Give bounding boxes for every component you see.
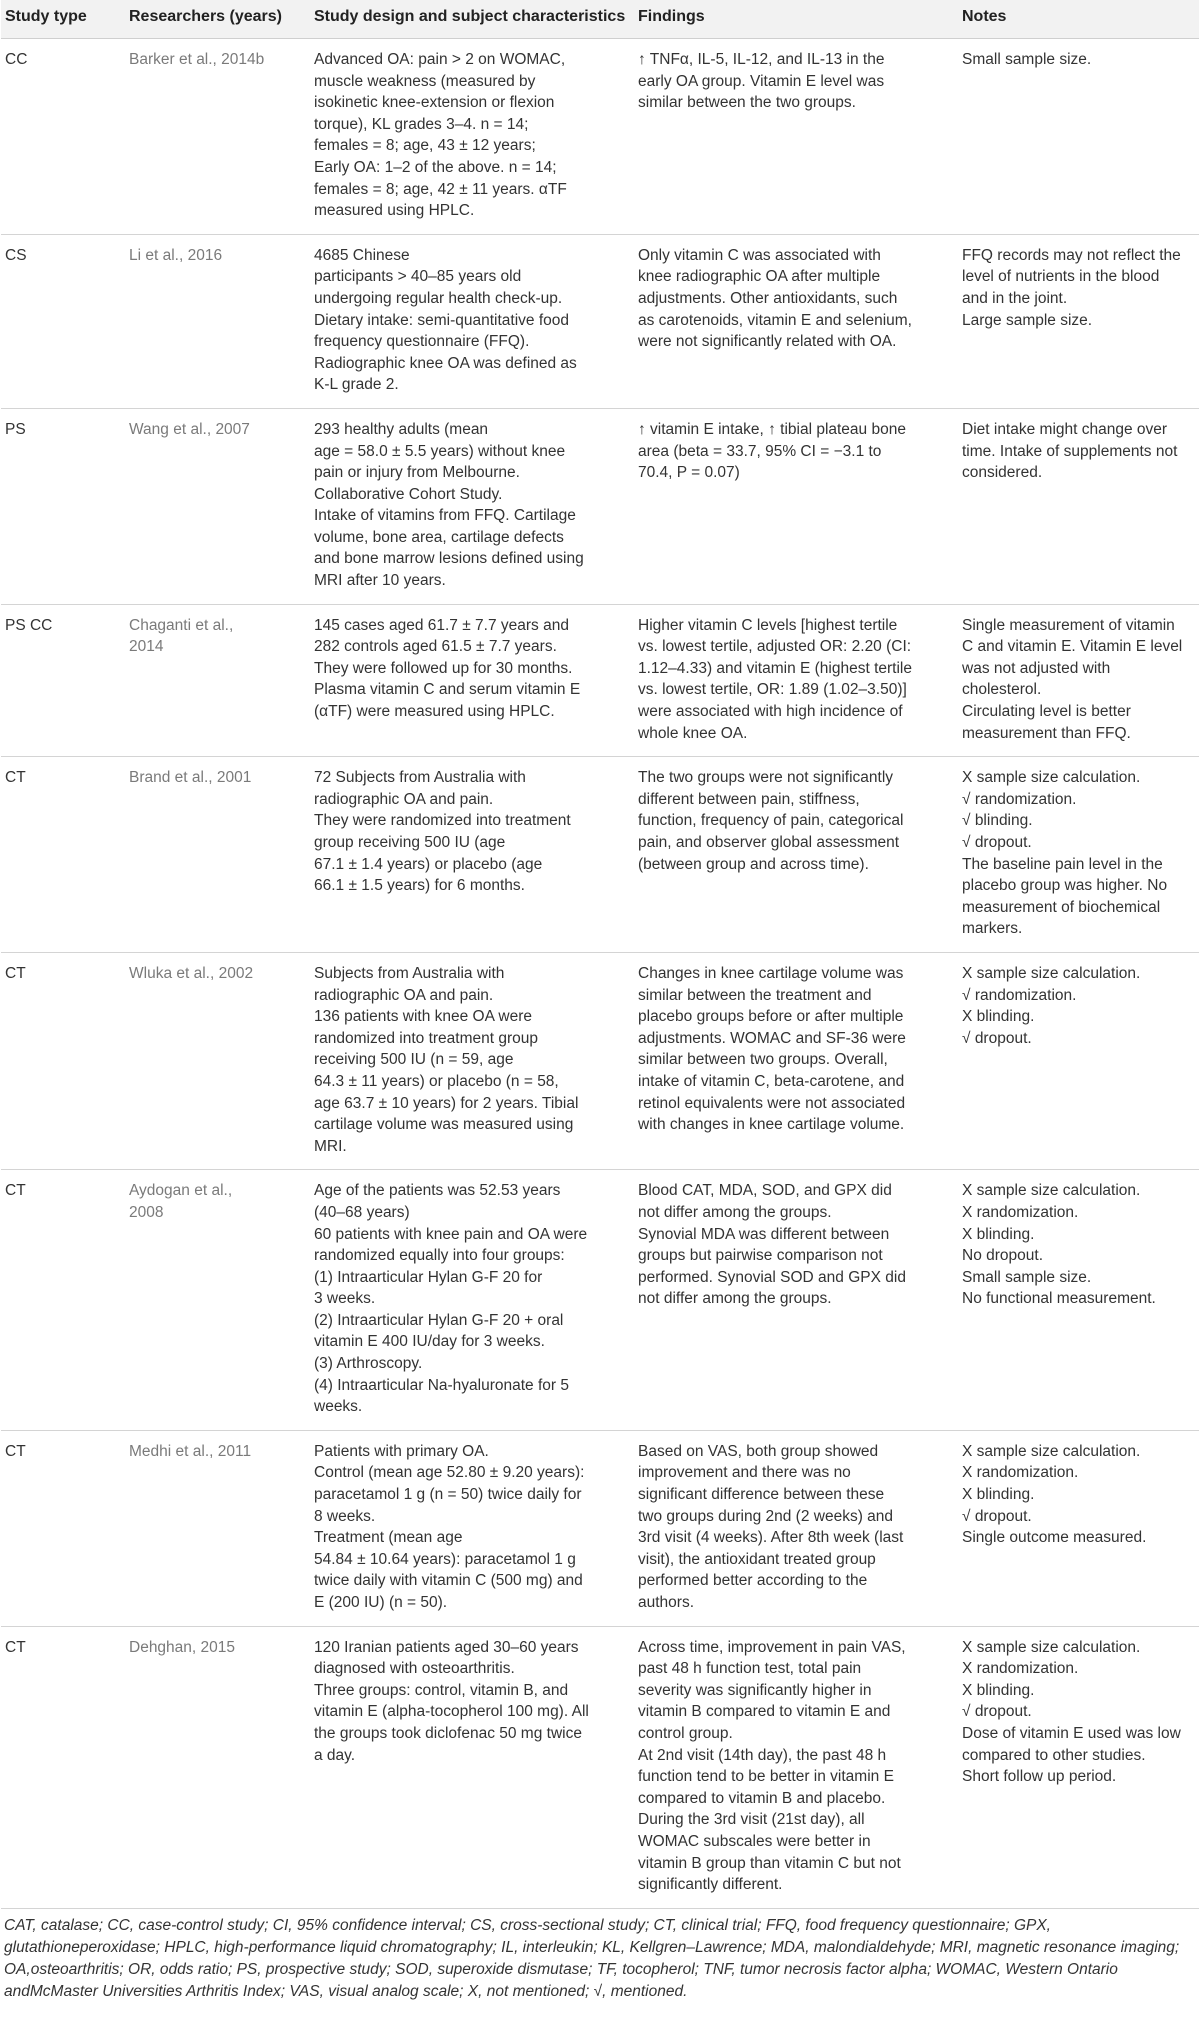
study-design-line: vitamin E 400 IU/day for 3 weeks. xyxy=(314,1333,545,1351)
header-label: Researchers (years) xyxy=(129,8,282,25)
researchers-text: Dehghan, 2015 xyxy=(129,1638,236,1656)
table-row xyxy=(1,1170,1199,1431)
study-design-line: They were followed up for 30 months. xyxy=(314,659,573,677)
notes-line: No functional measurement. xyxy=(962,1290,1156,1308)
findings-line: Blood CAT, MDA, SOD, and GPX did xyxy=(638,1182,892,1200)
notes-cell xyxy=(958,952,1199,1169)
study-design-line: 8 weeks. xyxy=(314,1507,376,1525)
findings-line: with changes in knee cartilage volume. xyxy=(638,1116,905,1134)
study-design-line: (2) Intraarticular Hylan G-F 20 + oral xyxy=(314,1311,564,1329)
study-design-line: twice daily with vitamin C (500 mg) and xyxy=(314,1572,583,1590)
study-design-cell xyxy=(310,1170,634,1431)
study-design-cell xyxy=(310,952,634,1169)
researchers-cell xyxy=(125,604,310,757)
notes-line: X sample size calculation. xyxy=(962,1182,1141,1200)
table-header xyxy=(1,0,1199,39)
study-design-line: (1) Intraarticular Hylan G-F 20 for xyxy=(314,1268,543,1286)
findings-line: knee radiographic OA after multiple xyxy=(638,268,881,286)
notes-line: placebo group was higher. No xyxy=(962,877,1168,895)
study-design-line: 60 patients with knee pain and OA were xyxy=(314,1225,588,1243)
notes-line: X randomization. xyxy=(962,1464,1079,1482)
study-type-text: CC xyxy=(5,51,28,68)
study-design-line: diagnosed with osteoarthritis. xyxy=(314,1660,515,1678)
findings-line: groups but pairwise comparison not xyxy=(638,1247,883,1265)
findings-line: early OA group. Vitamin E level was xyxy=(638,72,885,90)
findings-line: not differ among the groups. xyxy=(638,1290,832,1308)
findings-cell xyxy=(634,39,958,235)
header-study-type xyxy=(1,0,125,39)
table-row xyxy=(1,1430,1199,1626)
study-design-line: Dietary intake: semi-quantitative food xyxy=(314,311,570,329)
findings-line: Only vitamin C was associated with xyxy=(638,246,881,264)
findings-cell xyxy=(634,408,958,604)
findings-line: pain, and observer global assessment xyxy=(638,834,900,851)
study-design-line: vitamin E (alpha-tocopherol 100 mg). All xyxy=(314,1703,589,1721)
notes-line: √ blinding. xyxy=(962,812,1033,830)
study-design-line: age = 58.0 ± 5.5 years) without knee xyxy=(314,442,566,460)
notes-cell xyxy=(958,604,1199,757)
study-design-line: females = 8; age, 43 ± 12 years; xyxy=(314,137,536,155)
study-design-line: 293 healthy adults (mean xyxy=(314,420,489,438)
study-design-line: cartilage volume was measured using xyxy=(314,1116,574,1134)
study-type-text: PS CC xyxy=(5,616,53,634)
study-design-line: Advanced OA: pain > 2 on WOMAC, xyxy=(314,51,566,68)
findings-line: adjustments. WOMAC and SF-36 were xyxy=(638,1029,906,1047)
study-design-cell xyxy=(310,1626,634,1908)
notes-line: Small sample size. xyxy=(962,51,1092,68)
notes-line: √ dropout. xyxy=(962,834,1032,851)
header-notes xyxy=(958,0,1199,39)
study-type-cell xyxy=(1,1626,125,1908)
footnote-line: CAT, catalase; CC, case-control study; CI, 95% confidence interval; CS, cross-sectional study; CT, clinical trial; FFQ, food frequency questionnaire; GPX, glutathione xyxy=(4,1916,1051,1956)
findings-line: performed. Synovial SOD and GPX did xyxy=(638,1268,906,1286)
notes-line: Circulating level is better xyxy=(962,703,1131,721)
study-type-cell xyxy=(1,604,125,757)
notes-line: time. Intake of supplements not xyxy=(962,442,1178,460)
study-type-text: CT xyxy=(5,769,26,787)
findings-line: (between group and across time). xyxy=(638,855,869,873)
notes-line: measurement of biochemical xyxy=(962,898,1161,916)
study-design-line: torque), KL grades 3–4. n = 14; xyxy=(314,115,529,133)
findings-line: placebo groups before or after multiple xyxy=(638,1008,904,1026)
notes-line: The baseline pain level in the xyxy=(962,855,1163,873)
notes-line: X blinding. xyxy=(962,1225,1035,1243)
notes-line: C and vitamin E. Vitamin E level xyxy=(962,638,1183,656)
findings-cell xyxy=(634,952,958,1169)
study-design-cell xyxy=(310,408,634,604)
study-design-line: (40–68 years) xyxy=(314,1203,410,1221)
researchers-cell xyxy=(125,952,310,1169)
study-design-line: group receiving 500 IU (age xyxy=(314,834,506,851)
study-design-line: and bone marrow lesions defined using xyxy=(314,550,584,568)
study-design-line: a day. xyxy=(314,1746,356,1764)
study-design-line: 67.1 ± 1.4 years) or placebo (age xyxy=(314,855,543,873)
study-type-text: CT xyxy=(5,1442,26,1460)
findings-line: Changes in knee cartilage volume was xyxy=(638,964,904,982)
study-design-line: radiographic OA and pain. xyxy=(314,790,494,808)
study-design-line: Intake of vitamins from FFQ. Cartilage xyxy=(314,507,576,525)
study-type-text: CT xyxy=(5,1638,26,1656)
table-row xyxy=(1,234,1199,408)
notes-line: X randomization. xyxy=(962,1203,1079,1221)
study-design-cell xyxy=(310,604,634,757)
findings-line: vs. lowest tertile, OR: 1.89 (1.02–3.50)] xyxy=(638,681,907,699)
study-design-line: paracetamol 1 g (n = 50) twice daily for xyxy=(314,1486,582,1504)
findings-line: vitamin B group than vitamin C but not xyxy=(638,1854,901,1872)
notes-line: considered. xyxy=(962,464,1043,482)
study-design-cell xyxy=(310,1430,634,1626)
notes-line: X blinding. xyxy=(962,1681,1035,1699)
notes-cell xyxy=(958,1430,1199,1626)
header-row xyxy=(1,0,1199,39)
findings-line: significant difference between these xyxy=(638,1486,885,1504)
study-type-text: CS xyxy=(5,246,27,264)
findings-line: not differ among the groups. xyxy=(638,1203,832,1221)
study-design-line: K-L grade 2. xyxy=(314,376,399,394)
notes-line: X sample size calculation. xyxy=(962,769,1141,787)
table-footnote xyxy=(0,1909,1194,2003)
table-body xyxy=(1,39,1199,1909)
table-row xyxy=(1,757,1199,953)
study-design-line: Age of the patients was 52.53 years xyxy=(314,1182,561,1200)
header-label: Findings xyxy=(638,8,705,25)
studies-table xyxy=(1,0,1199,1909)
notes-cell xyxy=(958,234,1199,408)
footnote-line: osteoarthritis; OR, odds ratio; PS, prospective study; SOD, superoxide dismutase; TF, tocopherol; TNF, tumor necrosis factor alpha; WOMAC, Western Ontario and xyxy=(4,1960,1118,2000)
findings-line: function tend to be better in vitamin E xyxy=(638,1768,894,1786)
notes-line: Dose of vitamin E used was low xyxy=(962,1724,1181,1742)
study-design-cell xyxy=(310,757,634,953)
study-design-line: Treatment (mean age xyxy=(314,1529,463,1547)
findings-cell xyxy=(634,1626,958,1908)
researchers-cell xyxy=(125,39,310,235)
researchers-text: Medhi et al., 2011 xyxy=(129,1442,252,1460)
notes-line: √ dropout. xyxy=(962,1507,1032,1525)
findings-line: During the 3rd visit (21st day), all xyxy=(638,1811,865,1829)
notes-line: √ dropout. xyxy=(962,1029,1032,1047)
study-design-cell xyxy=(310,39,634,235)
header-study-design xyxy=(310,0,634,39)
researchers-text: Li et al., 2016 xyxy=(129,246,223,264)
findings-line: similar between the treatment and xyxy=(638,986,872,1004)
notes-line: √ dropout. xyxy=(962,1703,1032,1721)
notes-line: √ randomization. xyxy=(962,790,1077,808)
study-design-line: Three groups: control, vitamin B, and xyxy=(314,1681,569,1699)
study-design-line: 145 cases aged 61.7 ± 7.7 years and xyxy=(314,616,569,634)
findings-line: severity was significantly higher in xyxy=(638,1681,872,1699)
study-design-line: isokinetic knee-extension or flexion xyxy=(314,94,555,112)
findings-line: performed better according to the xyxy=(638,1572,868,1590)
study-type-text: PS xyxy=(5,420,26,438)
notes-cell xyxy=(958,757,1199,953)
study-design-line: MRI after 10 years. xyxy=(314,572,446,590)
study-design-line: randomized into treatment group xyxy=(314,1029,539,1047)
study-design-line: 120 Iranian patients aged 30–60 years xyxy=(314,1638,579,1656)
findings-line: vs. lowest tertile, adjusted OR: 2.20 (CI: xyxy=(638,638,912,656)
researchers-cell xyxy=(125,1626,310,1908)
findings-line: visit), the antioxidant treated group xyxy=(638,1550,876,1568)
notes-line: cholesterol. xyxy=(962,681,1042,699)
study-design-line: Radiographic knee OA was defined as xyxy=(314,354,577,372)
table-row xyxy=(1,604,1199,757)
study-design-line: undergoing regular health check-up. xyxy=(314,289,563,307)
study-type-cell xyxy=(1,39,125,235)
researchers-cell xyxy=(125,408,310,604)
findings-line: compared to vitamin B and placebo. xyxy=(638,1789,886,1807)
findings-line: were associated with high incidence of xyxy=(638,703,903,721)
notes-line: No dropout. xyxy=(962,1247,1043,1265)
findings-line: Based on VAS, both group showed xyxy=(638,1442,879,1460)
findings-line: The two groups were not significantly xyxy=(638,769,894,787)
findings-cell xyxy=(634,1170,958,1431)
table-row xyxy=(1,1626,1199,1908)
study-design-line: Subjects from Australia with xyxy=(314,964,505,982)
notes-line: Single measurement of vitamin xyxy=(962,616,1175,634)
notes-line: measurement than FFQ. xyxy=(962,724,1131,742)
notes-line: Single outcome measured. xyxy=(962,1529,1147,1547)
researchers-text: Brand et al., 2001 xyxy=(129,769,252,787)
findings-line: Across time, improvement in pain VAS, xyxy=(638,1638,906,1656)
findings-cell xyxy=(634,757,958,953)
study-design-line: 54.84 ± 10.64 years): paracetamol 1 g xyxy=(314,1550,576,1568)
findings-line: ↑ TNFα, IL-5, IL-12, and IL-13 in the xyxy=(638,51,885,68)
notes-line: X blinding. xyxy=(962,1486,1035,1504)
study-design-line: age 63.7 ± 10 years) for 2 years. Tibial xyxy=(314,1094,579,1112)
researchers-text: Chaganti et al., 2014 xyxy=(129,616,234,656)
notes-cell xyxy=(958,1626,1199,1908)
study-type-cell xyxy=(1,234,125,408)
findings-line: vitamin B compared to vitamin E and xyxy=(638,1703,891,1721)
findings-line: past 48 h function test, total pain xyxy=(638,1660,862,1678)
notes-line: Large sample size. xyxy=(962,311,1093,329)
notes-line: X blinding. xyxy=(962,1008,1035,1026)
researchers-text: Wluka et al., 2002 xyxy=(129,964,254,982)
researchers-text: Barker et al., 2014b xyxy=(129,51,265,68)
findings-line: retinol equivalents were not associated xyxy=(638,1094,906,1112)
study-design-line: the groups took diclofenac 50 mg twice xyxy=(314,1724,582,1742)
researchers-text: Aydogan et al., 2008 xyxy=(129,1182,233,1221)
study-design-line: weeks. xyxy=(314,1398,363,1416)
study-design-line: (αTF) were measured using HPLC. xyxy=(314,703,555,721)
notes-line: FFQ records may not reflect the xyxy=(962,246,1181,264)
notes-line: X sample size calculation. xyxy=(962,1442,1141,1460)
study-type-cell xyxy=(1,1430,125,1626)
researchers-cell xyxy=(125,1430,310,1626)
notes-line: compared to other studies. xyxy=(962,1746,1146,1764)
findings-line: At 2nd visit (14th day), the past 48 h xyxy=(638,1746,887,1764)
findings-line: improvement and there was no xyxy=(638,1464,851,1482)
researchers-cell xyxy=(125,757,310,953)
study-design-line: Collaborative Cohort Study. xyxy=(314,485,503,503)
header-label: Study type xyxy=(5,8,87,25)
study-design-line: Early OA: 1–2 of the above. n = 14; xyxy=(314,158,557,176)
findings-line: area (beta = 33.7, 95% CI = −3.1 to xyxy=(638,442,882,460)
table-row xyxy=(1,952,1199,1169)
findings-cell xyxy=(634,234,958,408)
study-design-line: measured using HPLC. xyxy=(314,202,475,220)
study-design-line: 3 weeks. xyxy=(314,1290,376,1308)
findings-line: whole knee OA. xyxy=(638,724,748,742)
notes-line: X sample size calculation. xyxy=(962,1638,1141,1656)
notes-line: √ randomization. xyxy=(962,986,1077,1004)
findings-line: control group. xyxy=(638,1724,733,1742)
findings-line: different between pain, stiffness, xyxy=(638,790,860,808)
study-design-line: (3) Arthroscopy. xyxy=(314,1355,423,1373)
study-design-cell xyxy=(310,234,634,408)
study-design-line: muscle weakness (measured by xyxy=(314,72,536,90)
findings-line: WOMAC subscales were better in xyxy=(638,1832,871,1850)
study-design-line: volume, bone area, cartilage defects xyxy=(314,528,564,546)
study-design-line: 72 Subjects from Australia with xyxy=(314,769,526,787)
findings-line: adjustments. Other antioxidants, such xyxy=(638,289,898,307)
study-design-line: randomized equally into four groups: xyxy=(314,1247,565,1265)
notes-cell xyxy=(958,1170,1199,1431)
notes-cell xyxy=(958,39,1199,235)
notes-line: level of nutrients in the blood xyxy=(962,268,1160,286)
findings-line: were not significantly related with OA. xyxy=(638,333,897,351)
study-design-line: 282 controls aged 61.5 ± 7.7 years. xyxy=(314,638,557,656)
header-findings xyxy=(634,0,958,39)
findings-line: Synovial MDA was different between xyxy=(638,1225,890,1243)
header-label: Notes xyxy=(962,8,1007,25)
header-label: Study design and subject characteristics xyxy=(314,8,626,25)
findings-line: function, frequency of pain, categorical xyxy=(638,812,904,830)
study-type-text: CT xyxy=(5,1182,26,1200)
findings-line: significantly different. xyxy=(638,1876,783,1894)
study-design-line: participants > 40–85 years old xyxy=(314,268,522,286)
findings-line: two groups during 2nd (2 weeks) and xyxy=(638,1507,894,1525)
study-design-line: Control (mean age 52.80 ± 9.20 years): xyxy=(314,1464,585,1482)
findings-line: 1.12–4.33) and vitamin E (highest tertile xyxy=(638,659,912,677)
table-row xyxy=(1,39,1199,235)
study-design-line: frequency questionnaire (FFQ). xyxy=(314,333,530,351)
study-type-cell xyxy=(1,408,125,604)
findings-line: 70.4, P = 0.07) xyxy=(638,464,740,482)
study-design-line: 64.3 ± 11 years) or placebo (n = 58, xyxy=(314,1072,559,1090)
researchers-text: Wang et al., 2007 xyxy=(129,420,250,438)
footnote-line: peroxidase; HPLC, high-performance liquid chromatography; IL, interleukin; KL, Kellgren–Lawrence; MDA, malondialdehyde; MRI, magnetic resonance imaging; OA, xyxy=(4,1938,1180,1978)
notes-line: markers. xyxy=(962,920,1023,938)
study-design-line: E (200 IU) (n = 50). xyxy=(314,1594,448,1611)
findings-line: similar between the two groups. xyxy=(638,94,856,112)
study-design-line: receiving 500 IU (n = 59, age xyxy=(314,1051,514,1069)
findings-line: 3rd visit (4 weeks). After 8th week (last xyxy=(638,1529,904,1547)
study-design-line: 4685 Chinese xyxy=(314,246,410,264)
findings-line: Higher vitamin C levels [highest tertile xyxy=(638,616,898,634)
findings-line: as carotenoids, vitamin E and selenium, xyxy=(638,311,912,329)
findings-line: authors. xyxy=(638,1594,695,1611)
study-design-line: MRI. xyxy=(314,1137,347,1155)
findings-line: ↑ vitamin E intake, ↑ tibial plateau bone xyxy=(638,420,906,438)
findings-line: intake of vitamin C, beta-carotene, and xyxy=(638,1072,905,1090)
notes-line: X sample size calculation. xyxy=(962,964,1141,982)
notes-line: and in the joint. xyxy=(962,289,1068,307)
notes-line: X randomization. xyxy=(962,1660,1079,1678)
study-type-text: CT xyxy=(5,964,26,982)
researchers-cell xyxy=(125,234,310,408)
study-design-line: females = 8; age, 42 ± 11 years. αTF xyxy=(314,180,567,198)
notes-line: Diet intake might change over xyxy=(962,420,1168,438)
study-type-cell xyxy=(1,952,125,1169)
study-design-line: (4) Intraarticular Na-hyaluronate for 5 xyxy=(314,1376,570,1394)
findings-line: similar between two groups. Overall, xyxy=(638,1051,888,1069)
study-design-line: 66.1 ± 1.5 years) for 6 months. xyxy=(314,877,525,895)
notes-line: was not adjusted with xyxy=(962,659,1111,677)
study-type-cell xyxy=(1,1170,125,1431)
header-researchers xyxy=(125,0,310,39)
study-design-line: pain or injury from Melbourne. xyxy=(314,464,520,482)
researchers-cell xyxy=(125,1170,310,1431)
notes-line: Short follow up period. xyxy=(962,1768,1117,1786)
study-design-line: Patients with primary OA. xyxy=(314,1442,489,1460)
findings-cell xyxy=(634,604,958,757)
footnote-line: McMaster Universities Arthritis Index; VAS, visual analog scale; X, not mentioned; √, mentioned. xyxy=(29,1982,688,2000)
study-design-line: They were randomized into treatment xyxy=(314,812,571,830)
study-design-line: 136 patients with knee OA were xyxy=(314,1008,532,1026)
study-type-cell xyxy=(1,757,125,953)
study-design-line: Plasma vitamin C and serum vitamin E xyxy=(314,681,581,699)
table-row xyxy=(1,408,1199,604)
notes-line: Small sample size. xyxy=(962,1268,1092,1286)
study-design-line: radiographic OA and pain. xyxy=(314,986,494,1004)
findings-cell xyxy=(634,1430,958,1626)
notes-cell xyxy=(958,408,1199,604)
